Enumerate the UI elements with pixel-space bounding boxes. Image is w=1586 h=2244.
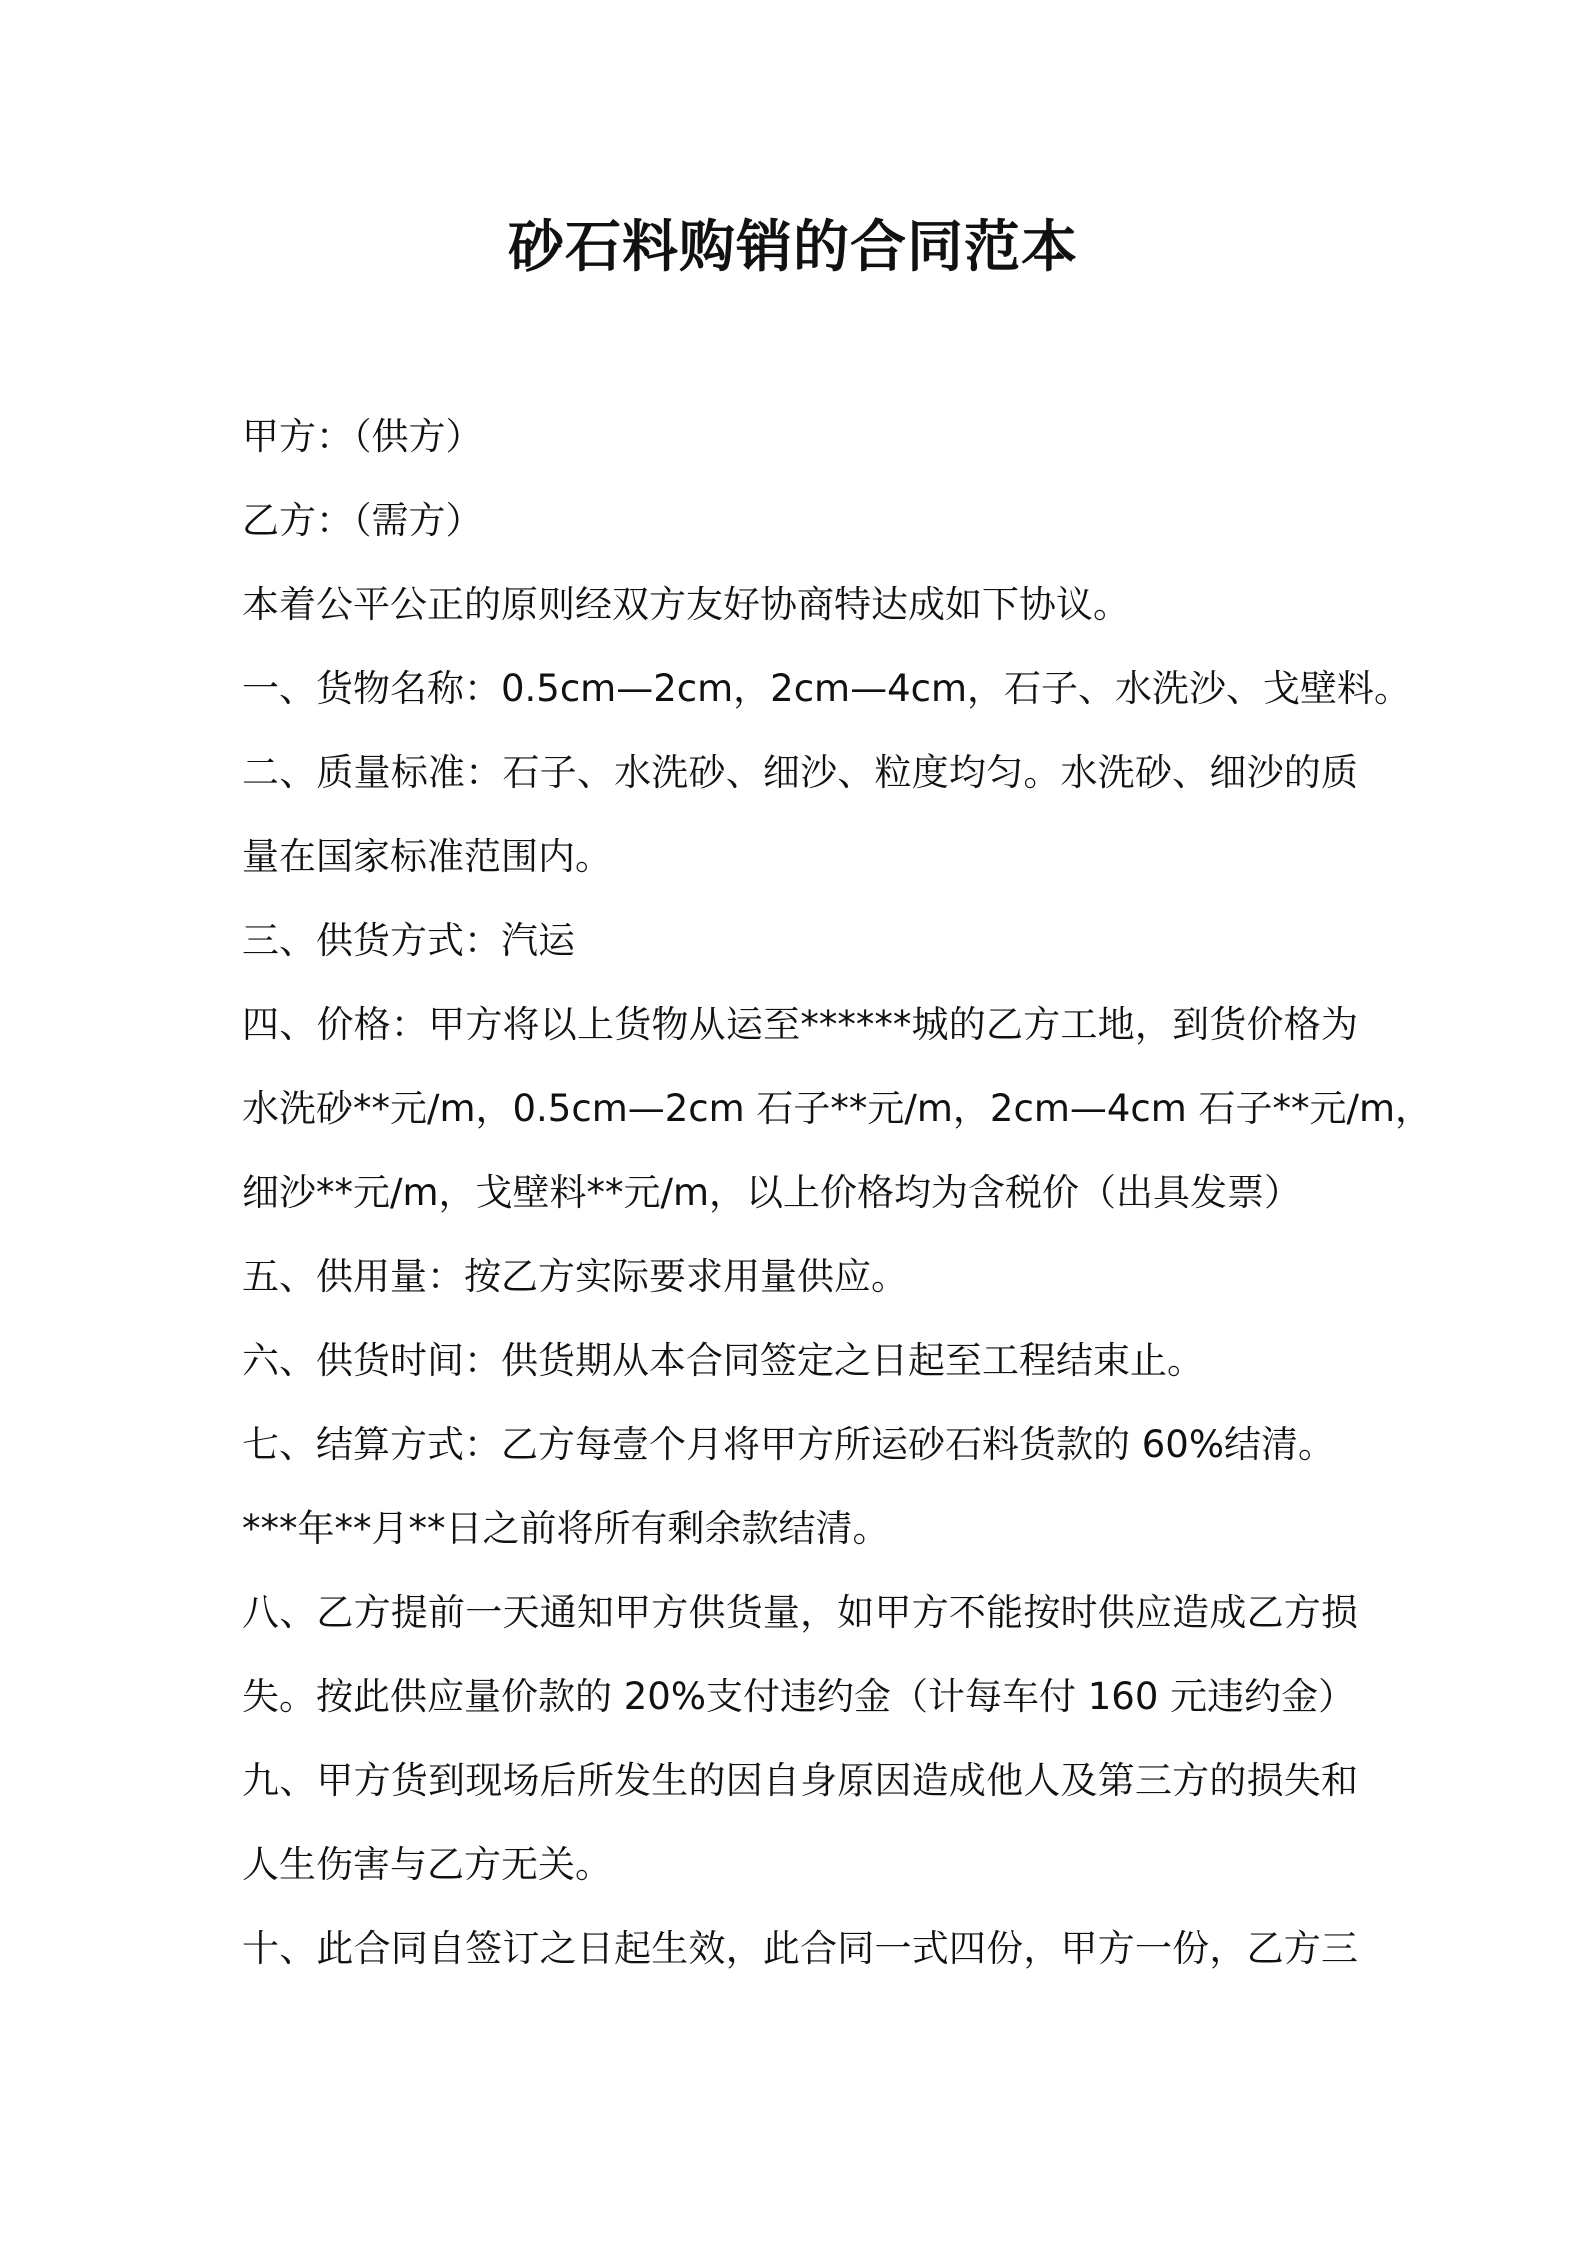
text-line: 量在国家标准范围内。 bbox=[242, 835, 612, 878]
text-line: 水洗砂**元/m，0.5cm—2cm 石子**元/m，2cm—4cm 石子**元/m， bbox=[242, 1087, 1433, 1130]
clause-9-liability bbox=[242, 1739, 1358, 1907]
clause-2-quality-standard bbox=[242, 731, 1358, 899]
text-line: 人生伤害与乙方无关。 bbox=[242, 1843, 612, 1886]
text-line: 本着公平公正的原则经双方友好协商特达成如下协议。 bbox=[242, 583, 1130, 626]
text-line: 乙方：（需方） bbox=[242, 499, 483, 542]
preamble-paragraph bbox=[242, 563, 1358, 647]
party-b-paragraph bbox=[242, 479, 1358, 563]
text-line: 三、供货方式：汽运 bbox=[242, 919, 575, 962]
text-line: 七、结算方式：乙方每壹个月将甲方所运砂石料货款的 60%结清。 bbox=[242, 1423, 1335, 1466]
text-line: 细沙**元/m，戈壁料**元/m，以上价格均为含税价（出具发票） bbox=[242, 1171, 1302, 1214]
text-line: 四、价格：甲方将以上货物从运至******城的乙方工地，到货价格为 bbox=[242, 1003, 1358, 1046]
text-line: 八、乙方提前一天通知甲方供货量，如甲方不能按时供应造成乙方损 bbox=[242, 1591, 1358, 1634]
text-line: 九、甲方货到现场后所发生的因自身原因造成他人及第三方的损失和 bbox=[242, 1759, 1358, 1802]
party-a-paragraph bbox=[242, 395, 1358, 479]
text-line: 六、供货时间：供货期从本合同签定之日起至工程结束止。 bbox=[242, 1339, 1204, 1382]
text-line: 失。按此供应量价款的 20%支付违约金（计每车付 160 元违约金） bbox=[242, 1675, 1356, 1718]
clause-4-price bbox=[242, 983, 1433, 1235]
clause-5-supply-quantity bbox=[242, 1235, 1358, 1319]
text-line: ***年**月**日之前将所有剩余款结清。 bbox=[242, 1507, 890, 1550]
document-title: 砂石料购销的合同范本 bbox=[508, 215, 1078, 280]
clause-8-notice-penalty bbox=[242, 1571, 1358, 1739]
text-line: 甲方：（供方） bbox=[242, 415, 483, 458]
document-body bbox=[242, 395, 1433, 1991]
text-line: 十、此合同自签订之日起生效，此合同一式四份，甲方一份，乙方三 bbox=[242, 1927, 1358, 1970]
clause-6-supply-time bbox=[242, 1319, 1358, 1403]
clause-7-settlement bbox=[242, 1403, 1358, 1487]
clause-3-delivery-method bbox=[242, 899, 1358, 983]
settlement-deadline bbox=[242, 1487, 1358, 1571]
text-line: 二、质量标准：石子、水洗砂、细沙、粒度均匀。水洗砂、细沙的质 bbox=[242, 751, 1358, 794]
text-line: 一、货物名称：0.5cm—2cm，2cm—4cm，石子、水洗沙、戈壁料。 bbox=[242, 667, 1412, 710]
text-line: 五、供用量：按乙方实际要求用量供应。 bbox=[242, 1255, 908, 1298]
clause-1-goods-name bbox=[242, 647, 1412, 731]
clause-10-effectiveness bbox=[242, 1907, 1358, 1991]
